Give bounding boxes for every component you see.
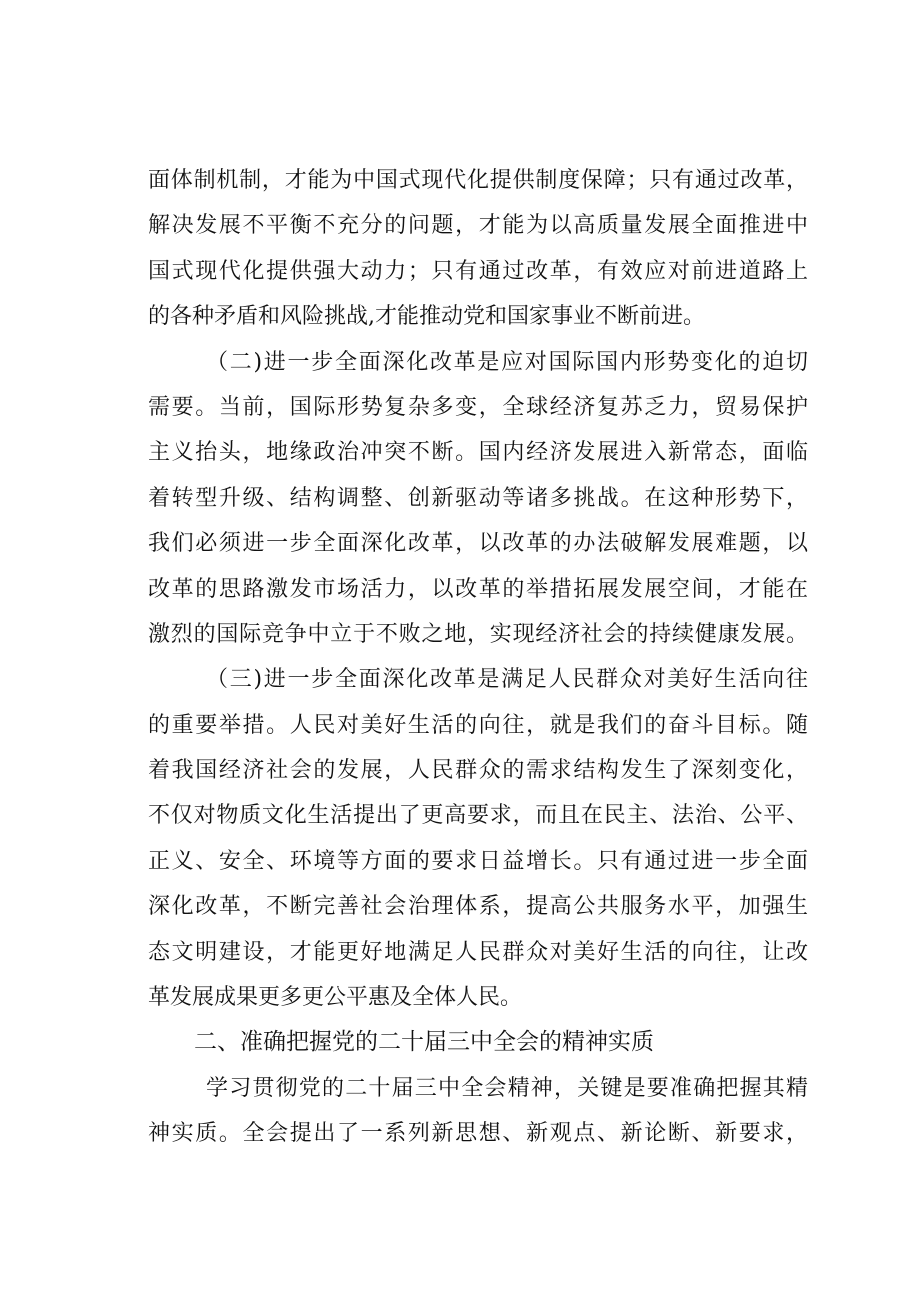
text-line: 我们必须进一步全面深化改革，以改革的办法破解发展难题，以 bbox=[148, 531, 808, 557]
text-line: 激烈的国际竞争中立于不败之地，实现经济社会的持续健康发展。 bbox=[148, 621, 808, 647]
text-line: 正义、安全、环境等方面的要求日益增长。只有通过进一步全面 bbox=[148, 848, 808, 874]
text-line: 神实质。全会提出了一系列新思想、新观点、新论断、新要求， bbox=[148, 1121, 808, 1147]
text-line: 改革的思路激发市场活力，以改革的举措拓展发展空间，才能在 bbox=[148, 576, 808, 602]
text-line: 不仅对物质文化生活提出了更高要求，而且在民主、法治、公平、 bbox=[148, 803, 808, 829]
text-line: （三)进一步全面深化改革是满足人民群众对美好生活向往 bbox=[206, 667, 808, 693]
text-line: 的各种矛盾和风险挑战,才能推动党和国家事业不断前进。 bbox=[148, 304, 705, 330]
paragraph-section-heading-body bbox=[148, 1066, 808, 1157]
paragraph-continuation bbox=[148, 158, 808, 340]
text-line: 主义抬头，地缘政治冲突不断。国内经济发展进入新常态，面临 bbox=[148, 440, 808, 466]
paragraph-section-3 bbox=[148, 657, 808, 1020]
text-line: 解决发展不平衡不充分的问题，才能为以高质量发展全面推进中 bbox=[148, 213, 808, 239]
text-line: 革发展成果更多更公平惠及全体人民。 bbox=[148, 985, 523, 1011]
paragraph-section-2 bbox=[148, 340, 808, 658]
text-line: 学习贯彻党的二十届三中全会精神，关键是要准确把握其精 bbox=[206, 1075, 808, 1101]
text-line: 面体制机制，才能为中国式现代化提供制度保障；只有通过改革， bbox=[148, 168, 808, 193]
text-line: 着我国经济社会的发展，人民群众的需求结构发生了深刻变化， bbox=[148, 758, 808, 784]
text-line: （二)进一步全面深化改革是应对国际国内形势变化的迫切 bbox=[206, 349, 808, 375]
document-body bbox=[148, 158, 808, 1157]
text-line: 的重要举措。人民对美好生活的向往，就是我们的奋斗目标。随 bbox=[148, 712, 808, 738]
text-line: 国式现代化提供强大动力；只有通过改革，有效应对前进道路上 bbox=[148, 258, 808, 284]
text-line: 需要。当前，国际形势复杂多变，全球经济复苏乏力，贸易保护 bbox=[148, 394, 808, 420]
section-heading: 二、准确把握党的二十届三中全会的精神实质 bbox=[194, 1029, 654, 1056]
text-line: 深化改革，不断完善社会治理体系，提高公共服务水平，加强生 bbox=[148, 894, 808, 920]
text-line: 着转型升级、结构调整、创新驱动等诸多挑战。在这种形势下， bbox=[148, 485, 808, 511]
text-line: 态文明建设，才能更好地满足人民群众对美好生活的向往，让改 bbox=[148, 939, 808, 965]
